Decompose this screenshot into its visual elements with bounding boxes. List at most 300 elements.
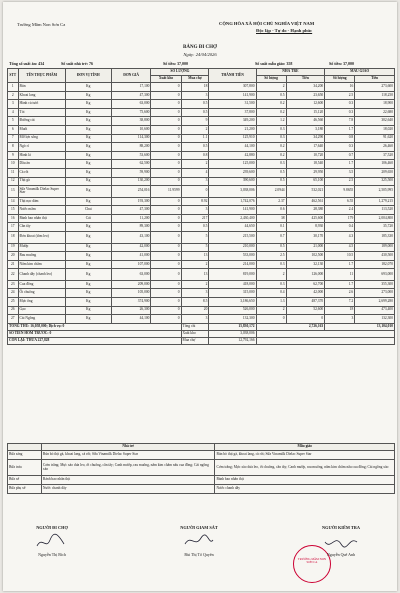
table-cell: 2.0944 — [256, 186, 286, 198]
table-cell: 7.2 — [325, 297, 355, 306]
table-cell: 102,500 — [286, 252, 325, 261]
table-cell: 21,200 — [209, 125, 256, 134]
table-cell: 89,300 — [111, 223, 151, 232]
col-nt-tien: Tiền — [286, 76, 325, 83]
col-name: TÊN THỰC PHẨM — [18, 69, 65, 83]
table-cell: 34,200 — [286, 83, 325, 92]
republic-title: CỘNG HÒA XÃ HỘI CHỦ NGHĨA VIỆT NAM — [219, 21, 315, 26]
table-cell: 30,170 — [286, 232, 325, 244]
table-cell: 47,300 — [111, 91, 151, 100]
table-cell: 0 — [151, 197, 181, 206]
table-cell: Kg — [65, 280, 111, 289]
stat-total: Tổng số suất ăn: 434 — [9, 61, 45, 66]
table-row — [8, 252, 395, 261]
table-cell: 132,300 — [355, 315, 395, 324]
table-cell: 9.8655 — [325, 186, 355, 198]
table-cell: 0 — [151, 297, 181, 306]
col-price: ĐƠN GIÁ — [111, 69, 151, 83]
signature-scribble — [181, 532, 217, 552]
table-cell: 0.5 — [256, 91, 286, 100]
table-cell: 29,950 — [286, 168, 325, 177]
table-cell: 34,290 — [286, 134, 325, 143]
table-cell: 390,600 — [209, 177, 256, 186]
meal-cell: Nước chanh dây — [41, 485, 215, 494]
opening-label: SỐ TIỀN HÔM TRƯỚC: 0 — [8, 330, 182, 337]
table-cell: 32,130 — [286, 260, 325, 269]
table-cell: 533,000 — [209, 252, 256, 261]
table-cell: 526,000 — [209, 306, 256, 315]
table-cell: Chai — [65, 206, 111, 215]
doc-date: Ngày: 24/04/2026 — [183, 52, 217, 57]
table-cell: Kg — [65, 83, 111, 92]
table-cell: 1,279,215 — [355, 197, 395, 206]
table-cell: 0.5 — [181, 108, 209, 117]
signature-scribble — [34, 532, 70, 552]
table-cell: Kg — [65, 168, 111, 177]
table-cell: Gạo — [18, 306, 65, 315]
table-row — [8, 243, 395, 252]
table-cell: 141,900 — [209, 206, 256, 215]
table-row — [8, 186, 395, 198]
table-cell: 2.4 — [325, 206, 355, 215]
table-cell: 0 — [151, 252, 181, 261]
table-cell: 3,186,650 — [209, 297, 256, 306]
table-cell: 41,000 — [111, 252, 151, 261]
table-cell: Cần tây — [18, 223, 65, 232]
table-cell: Kg — [65, 134, 111, 143]
table-cell: 418,000 — [209, 280, 256, 289]
table-cell: 12,600 — [286, 100, 325, 109]
sig-name: Nguyễn Quế Anh — [327, 552, 355, 557]
table-cell: 4.5 — [325, 243, 355, 252]
table-cell: 17,100 — [111, 83, 151, 92]
table-cell: 254,016 — [111, 186, 151, 198]
table-cell: Muối — [18, 125, 65, 134]
food-table — [7, 68, 395, 345]
table-cell: 47,300 — [111, 206, 151, 215]
table-cell: 0 — [151, 280, 181, 289]
table-cell: 18,540 — [286, 160, 325, 169]
table-cell: 125,910 — [209, 134, 256, 143]
table-cell: 105,000 — [111, 289, 151, 298]
table-cell: 44,100 — [209, 143, 256, 152]
table-cell: 0.3 — [325, 143, 355, 152]
table-cell: Kg — [65, 100, 111, 109]
table-cell: 63,000 — [111, 100, 151, 109]
table-cell: 18 — [8, 232, 19, 244]
table-cell: 18,900 — [355, 100, 395, 109]
table-cell: 23 — [8, 280, 19, 289]
table-cell: 0.2 — [256, 143, 286, 152]
table-cell: 3 — [181, 315, 209, 324]
document-page — [3, 2, 397, 591]
table-cell: 2,004,800 — [355, 214, 395, 223]
table-cell: 13 — [181, 269, 209, 281]
table-cell: 3 — [181, 177, 209, 186]
table-cell: Hành lá — [18, 151, 65, 160]
table-cell: 302,640 — [355, 117, 395, 126]
stock-label: Xuất kho — [181, 330, 209, 337]
total-label: TỔNG THU: 16,058,000; Dịch vụ: 0 — [8, 323, 182, 330]
table-cell: Đơn khoai (tôm leo) — [18, 232, 65, 244]
table-cell: 22 — [8, 269, 19, 281]
table-cell: 0 — [151, 243, 181, 252]
table-cell: 43,100 — [111, 232, 151, 244]
table-cell: 18 — [181, 83, 209, 92]
table-cell: 9 — [8, 151, 19, 160]
signature-scribble — [323, 532, 359, 552]
stat-nt-money: Số tiền: 37,000 — [163, 61, 188, 66]
table-cell: 2.6 — [325, 289, 355, 298]
table-cell: 17 — [8, 223, 19, 232]
table-cell: Kg — [65, 108, 111, 117]
sig-name: Nguyễn Thị Bích — [38, 552, 66, 557]
table-cell: 10,600 — [111, 125, 151, 134]
table-cell: 349,200 — [209, 117, 256, 126]
table-cell: 0.3 — [256, 134, 286, 143]
table-cell: 0.5 — [256, 243, 286, 252]
table-cell: 9 — [181, 117, 209, 126]
table-cell: 0 — [151, 83, 181, 92]
table-cell: Chanh dây (chanh leo) — [18, 269, 65, 281]
table-cell: 1.7 — [325, 160, 355, 169]
table-cell: 0.3 — [325, 100, 355, 109]
table-cell: Kg — [65, 160, 111, 169]
table-cell: 63,000 — [111, 269, 151, 281]
table-cell: 5 — [181, 232, 209, 244]
table-cell: 7.8 — [325, 117, 355, 126]
table-cell: 3,180 — [286, 125, 325, 134]
table-cell: 2 — [181, 125, 209, 134]
menu-row — [8, 476, 395, 485]
table-cell: 106,460 — [355, 160, 395, 169]
table-cell: 487,370 — [286, 297, 325, 306]
col-mg-tien: Tiền — [355, 76, 395, 83]
table-cell: 209,000 — [111, 280, 151, 289]
table-cell: 13 — [181, 252, 209, 261]
table-cell: 2.5 — [325, 177, 355, 186]
table-cell: 425,600 — [286, 214, 325, 223]
menu-header-mg: Mẫu giáo — [215, 444, 395, 451]
table-cell: 0 — [151, 223, 181, 232]
stamp-text: TRƯỜNG MẦM NON SƠN CA — [297, 557, 327, 565]
col-nt-sl: Số lượng — [256, 76, 286, 83]
table-cell: Đường cát — [18, 117, 65, 126]
sig-title: NGƯỜI GIAM SÁT — [180, 525, 218, 530]
table-cell: Mướp — [18, 243, 65, 252]
table-cell: 10.5 — [325, 252, 355, 261]
table-cell: 189,000 — [355, 243, 395, 252]
table-cell: 52,600 — [286, 306, 325, 315]
table-cell: Hành củ tươi — [18, 100, 65, 109]
table-cell: 2.37 — [256, 197, 286, 206]
table-cell: 1.3 — [256, 297, 286, 306]
chi-value: 15,830,172 — [209, 323, 256, 330]
table-cell: 46,560 — [286, 117, 325, 126]
table-row — [8, 232, 395, 244]
table-row — [8, 197, 395, 206]
table-cell: 0 — [151, 306, 181, 315]
table-row — [8, 214, 395, 223]
table-cell: 0 — [256, 315, 286, 324]
table-cell: 141,900 — [209, 91, 256, 100]
table-cell: Cua đồng — [18, 280, 65, 289]
table-cell: Mực ống — [18, 297, 65, 306]
table-cell: 26,460 — [355, 143, 395, 152]
meal-cell: Bún bò thịt gà, khoai lang, cà rốt; Sữa Vinamilk Dielac Super Star — [41, 451, 215, 460]
table-cell: 0 — [151, 168, 181, 177]
table-row — [8, 117, 395, 126]
table-cell: Kg — [65, 260, 111, 269]
table-cell: 16 — [325, 83, 355, 92]
table-cell: Dầu ăn — [18, 160, 65, 169]
meal-cell: Nước chanh dây — [215, 485, 395, 494]
doc-title: BẢNG ĐI CHỢ — [183, 45, 217, 50]
table-cell: 0 — [151, 100, 181, 109]
table-cell: 1.1 — [181, 134, 209, 143]
table-row — [8, 297, 395, 306]
chi-nt: 2,726,163 — [256, 323, 325, 330]
table-cell: 693,000 — [355, 269, 395, 281]
table-cell: 14 — [8, 197, 19, 206]
col-stt: STT — [8, 69, 19, 83]
table-cell: 2 — [256, 83, 286, 92]
table-cell: Kg — [65, 177, 111, 186]
table-cell: 3 — [8, 100, 19, 109]
table-cell: 0.5 — [181, 223, 209, 232]
table-cell: 5 — [8, 117, 19, 126]
table-cell: 0 — [181, 186, 209, 198]
table-cell: 11,200 — [111, 214, 151, 223]
meal-label: Bữa phụ xế — [8, 485, 42, 494]
table-cell: 307,800 — [209, 83, 256, 92]
table-row — [8, 134, 395, 143]
table-cell: Kg — [65, 315, 111, 324]
table-cell: 0.3 — [256, 125, 286, 134]
table-cell: 6.55 — [325, 197, 355, 206]
table-cell: 4 — [8, 108, 19, 117]
table-cell: 8,930 — [286, 223, 325, 232]
table-cell: 1.2 — [256, 117, 286, 126]
table-cell: Nước mắm — [18, 206, 65, 215]
table-cell: 0.3 — [256, 160, 286, 169]
table-cell: 217 — [181, 214, 209, 223]
table-cell: Khoai lang — [18, 91, 65, 100]
table-cell: 0.3 — [256, 280, 286, 289]
table-cell: Kg — [65, 143, 111, 152]
table-cell: 0 — [151, 232, 181, 244]
table-cell: 0.2 — [256, 108, 286, 117]
menu-row — [8, 451, 395, 460]
table-cell: 15 — [8, 206, 19, 215]
table-cell: 91,620 — [355, 134, 395, 143]
table-cell: 11 — [8, 168, 19, 177]
table-row — [8, 83, 395, 92]
table-cell: 0.1 — [256, 223, 286, 232]
table-cell: 114,300 — [111, 134, 151, 143]
table-cell: 1.7 — [325, 260, 355, 269]
table-cell: 185,330 — [355, 232, 395, 244]
meal-cell: Cơm trắng; Mực xào dưa leo, ớt chuông, cần tây; Canh mướp, rau muống, nấm kim châm nấu cua đồng; Cải ngồng xào — [215, 460, 395, 476]
col-nt: NHÀ TRẺ — [256, 69, 325, 76]
table-cell: Kg — [65, 306, 111, 315]
table-cell: 44,100 — [111, 315, 151, 324]
table-cell: 0 — [151, 269, 181, 281]
table-cell: 182,070 — [355, 260, 395, 269]
motto: Độc lập - Tự do - Hạnh phúc — [256, 28, 313, 33]
table-cell: 20 — [181, 306, 209, 315]
table-cell: 0 — [151, 214, 181, 223]
table-cell: Kg — [65, 186, 111, 198]
table-cell: 13 — [8, 186, 19, 198]
table-cell: 3.5 — [325, 168, 355, 177]
table-cell: 0 — [151, 206, 181, 215]
table-cell: 273,000 — [355, 289, 395, 298]
table-cell: Bánh bao nhân thịt — [18, 214, 65, 223]
table-cell: 2 — [181, 280, 209, 289]
table-cell: 2,430,400 — [209, 214, 256, 223]
table-cell: Kg — [65, 243, 111, 252]
meal-cell: Bún bò thịt gà, khoai lang, cà rốt; Sữa Vinamilk Dielac Super Star — [215, 451, 395, 460]
table-cell: Kg — [65, 223, 111, 232]
meal-cell: Bánh bao nhân thịt — [41, 476, 215, 485]
table-cell: 28,380 — [286, 206, 325, 215]
table-cell: 0.2 — [256, 100, 286, 109]
table-cell: 12 — [8, 177, 19, 186]
table-cell: 0 — [151, 108, 181, 117]
stat-mg: Số suất mẫu giáo: 358 — [255, 61, 293, 66]
table-cell: 532,021 — [286, 186, 325, 198]
signature-supervisor — [159, 525, 239, 557]
table-cell: 21 — [8, 260, 19, 269]
table-cell: Rau muống — [18, 252, 65, 261]
table-cell: Kg — [65, 297, 111, 306]
table-cell: 0.5 — [256, 168, 286, 177]
table-cell: Kg — [65, 151, 111, 160]
col-unit: ĐƠN VỊ TÍNH — [65, 69, 111, 83]
table-cell: 214,000 — [209, 260, 256, 269]
sig-title: NGƯỜI KIỂM TRA — [322, 525, 360, 530]
menu-table — [7, 443, 395, 494]
table-row — [8, 306, 395, 315]
table-cell: 2 — [181, 260, 209, 269]
table-cell: 0.4 — [256, 289, 286, 298]
table-cell: Kg — [65, 232, 111, 244]
table-cell: 0 — [151, 315, 181, 324]
table-cell: 53,600 — [111, 151, 151, 160]
table-cell: 17,640 — [286, 143, 325, 152]
table-cell: 59,900 — [111, 168, 151, 177]
table-cell: 16 — [8, 214, 19, 223]
table-cell: 38,800 — [111, 117, 151, 126]
table-cell: Kg — [65, 252, 111, 261]
table-cell: Mỡ lợn sống — [18, 134, 65, 143]
table-row — [8, 160, 395, 169]
chi-mg: 13,104,010 — [325, 323, 395, 330]
table-cell: 24 — [8, 289, 19, 298]
table-cell: 462,561 — [286, 197, 325, 206]
table-cell: Ốt chuông — [18, 289, 65, 298]
table-cell: 37,520 — [355, 151, 395, 160]
table-cell: 8.92 — [181, 197, 209, 206]
table-cell: 3 — [325, 315, 355, 324]
table-cell: 126,000 — [286, 269, 325, 281]
table-cell: 42,880 — [209, 151, 256, 160]
table-cell: 210,000 — [209, 243, 256, 252]
table-cell: 130,200 — [111, 177, 151, 186]
table-cell: 473,400 — [355, 306, 395, 315]
table-row — [8, 289, 395, 298]
sig-name: Bùi Thị Tố Quyên — [184, 552, 214, 557]
table-row — [8, 260, 395, 269]
chi-label: Tổng chi — [181, 323, 209, 330]
table-cell: Kg — [65, 91, 111, 100]
table-cell: 5 — [181, 243, 209, 252]
table-cell: 44,650 — [209, 223, 256, 232]
table-cell: 26 — [8, 306, 19, 315]
stat-mg-money: Số tiền: 37,000 — [329, 61, 354, 66]
table-cell: 8.5 — [181, 297, 209, 306]
table-row — [8, 143, 395, 152]
table-row — [8, 177, 395, 186]
meal-label: Bữa xế — [8, 476, 42, 485]
table-cell: Thịt nạc dăm — [18, 197, 65, 206]
table-cell: 315,000 — [209, 289, 256, 298]
table-cell: 26,300 — [111, 306, 151, 315]
signature-buyer — [17, 525, 87, 557]
table-cell: 1,742,076 — [209, 197, 256, 206]
table-row — [8, 108, 395, 117]
table-cell: 0.5 — [256, 177, 286, 186]
table-cell: 31,500 — [209, 100, 256, 109]
table-cell: 819,000 — [209, 269, 256, 281]
table-cell: 2 — [8, 91, 19, 100]
table-cell: 113,520 — [355, 206, 395, 215]
table-cell: Kg — [65, 289, 111, 298]
table-cell: 2 — [181, 160, 209, 169]
table-cell: 215,500 — [209, 232, 256, 244]
table-cell: 325,500 — [355, 177, 395, 186]
meal-cell: Cơm trắng; Mực xào dưa leo, ớt chuông, cần tây; Canh mướp, rau muống, nấm kim châm nấu cua đồng; Cải ngồng xào — [41, 460, 215, 476]
table-cell: 273,600 — [355, 83, 395, 92]
table-cell: 65,100 — [286, 177, 325, 186]
table-cell: 0.5 — [181, 100, 209, 109]
table-cell: Cái — [65, 214, 111, 223]
school-name: Trường Mầm Non Sơn Ca — [17, 22, 66, 27]
table-cell: 0.7 — [325, 151, 355, 160]
table-cell: Nấm kim châm — [18, 260, 65, 269]
table-cell: Sữa Vinamilk Dielac Super Star — [18, 186, 65, 198]
table-cell: 0 — [151, 160, 181, 169]
table-row — [8, 91, 395, 100]
table-cell: 0.7 — [256, 232, 286, 244]
table-cell: 25 — [8, 297, 19, 306]
table-cell: 1 — [8, 83, 19, 92]
table-cell: 22,680 — [355, 108, 395, 117]
table-cell: Kg — [65, 125, 111, 134]
table-cell: 0 — [151, 151, 181, 160]
table-cell: Kg — [65, 197, 111, 206]
table-cell: 0.3 — [325, 108, 355, 117]
table-cell: 209,650 — [355, 168, 395, 177]
table-cell: 11 — [325, 269, 355, 281]
table-cell: 21,000 — [286, 243, 325, 252]
table-cell: 4 — [181, 168, 209, 177]
table-cell: 38 — [256, 214, 286, 223]
table-cell: 11.9599 — [151, 186, 181, 198]
table-row — [8, 100, 395, 109]
table-cell: 6 — [8, 125, 19, 134]
